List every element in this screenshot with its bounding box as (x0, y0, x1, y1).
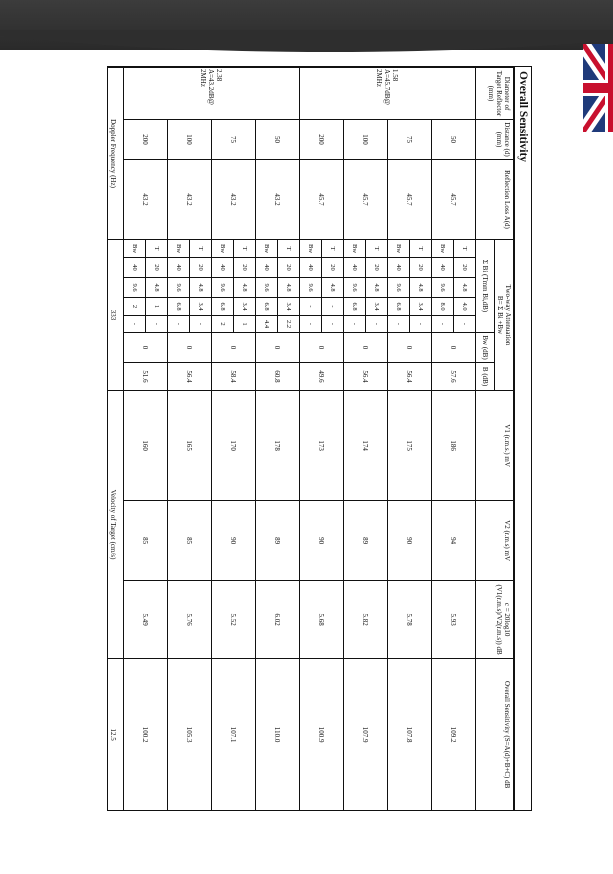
layer-cell: T (190, 240, 212, 258)
v1-cell: 165 (168, 391, 212, 501)
c-cell: 5.49 (124, 581, 168, 659)
layer-cell: Bw (124, 240, 146, 258)
b-cell: 60.8 (256, 363, 300, 391)
v2-cell: 89 (344, 501, 388, 581)
header-c: c = 20log10 (V1(r.m.s)/V2(r.m.s)) dB (476, 581, 514, 659)
c-cell: 5.76 (168, 581, 212, 659)
loss-cell: 45.7 (300, 160, 344, 240)
layer-cell: 9.6 (124, 278, 146, 298)
layer-cell: T (454, 240, 476, 258)
rotated-table-region (108, 67, 531, 810)
header-overall: Overall Sensitivity (S=A(d)+B+C) dB (476, 659, 514, 811)
layer-cell: T (366, 240, 388, 258)
v1-cell: 174 (344, 391, 388, 501)
layer-cell: 6.8 (168, 298, 190, 316)
layer-cell: Bw (432, 240, 454, 258)
layer-cell: 8.0 (432, 298, 454, 316)
loss-cell: 45.7 (344, 160, 388, 240)
loss-cell: 43.2 (124, 160, 168, 240)
v2-cell: 89 (256, 501, 300, 581)
footer-row (107, 68, 124, 811)
page-footer-text (0, 862, 300, 874)
layer-cell: 4.8 (410, 278, 432, 298)
layer-cell: - (454, 316, 476, 333)
loss-cell: 43.2 (256, 160, 300, 240)
layer-cell: - (300, 298, 322, 316)
layer-cell: 4.4 (256, 316, 278, 333)
layer-cell: 40 (300, 258, 322, 278)
distance-cell: 200 (124, 120, 168, 160)
layer-cell: Bw (344, 240, 366, 258)
distance-cell: 100 (168, 120, 212, 160)
table-row (146, 68, 168, 811)
layer-cell: 4.8 (146, 278, 168, 298)
c-cell: 5.52 (212, 581, 256, 659)
v1-cell: 160 (124, 391, 168, 501)
v1-cell: 175 (388, 391, 432, 501)
layer-cell: - (124, 316, 146, 333)
layer-cell: 9.6 (432, 278, 454, 298)
layer-cell: 4.8 (322, 278, 344, 298)
v1-cell: 170 (212, 391, 256, 501)
b-cell: 51.6 (124, 363, 168, 391)
header-row (495, 68, 514, 811)
doppler-value: 333 (107, 240, 124, 391)
page-title: Overall Sensitivity (514, 67, 531, 810)
layer-cell: - (344, 316, 366, 333)
table-row (454, 68, 476, 811)
overall-cell: 107.1 (212, 659, 256, 811)
c-cell: 6.02 (256, 581, 300, 659)
layer-cell: 6.8 (344, 298, 366, 316)
document-page (107, 66, 532, 811)
layer-cell: 40 (344, 258, 366, 278)
header-sum-bi: Σ Bi (Tmm Bi,dB) (476, 240, 495, 333)
b-cell: 56.4 (344, 363, 388, 391)
overall-cell: 107.9 (344, 659, 388, 811)
layer-cell: - (432, 316, 454, 333)
overall-cell: 105.3 (168, 659, 212, 811)
c-cell: 5.78 (388, 581, 432, 659)
layer-cell: 9.6 (256, 278, 278, 298)
layer-cell: 3.4 (366, 298, 388, 316)
c-cell: 5.93 (432, 581, 476, 659)
b-cell: 57.6 (432, 363, 476, 391)
header-b: B (dB) (476, 363, 495, 391)
layer-cell: T (322, 240, 344, 258)
b-cell: 49.6 (300, 363, 344, 391)
layer-cell: 9.6 (388, 278, 410, 298)
layer-cell: Bw (168, 240, 190, 258)
layer-cell: Bw (300, 240, 322, 258)
overall-cell: 109.2 (432, 659, 476, 811)
layer-cell: 9.6 (168, 278, 190, 298)
velocity-label: Velocity of Target (cm/s) (107, 391, 124, 659)
layer-cell: 2 (124, 298, 146, 316)
distance-cell: 200 (300, 120, 344, 160)
layer-cell: 9.6 (300, 278, 322, 298)
distance-cell: 50 (432, 120, 476, 160)
header-v1: V1 (r.m.s.) mV (476, 391, 514, 501)
layer-cell: Bw (256, 240, 278, 258)
layer-cell: - (300, 316, 322, 333)
layer-cell: 4.8 (278, 278, 300, 298)
overall-cell: 107.8 (388, 659, 432, 811)
velocity-value: 12.5 (107, 659, 124, 811)
layer-cell: 2.2 (278, 316, 300, 333)
layer-cell: 9.6 (344, 278, 366, 298)
group-label: 2.38 A=43.2dB@ 2MHz (124, 68, 300, 120)
layer-cell: 40 (388, 258, 410, 278)
distance-cell: 50 (256, 120, 300, 160)
layer-cell: 4.8 (366, 278, 388, 298)
layer-cell: T (146, 240, 168, 258)
layer-cell: 4.0 (454, 298, 476, 316)
v2-cell: 90 (212, 501, 256, 581)
overall-cell: 110.0 (256, 659, 300, 811)
layer-cell: 20 (234, 258, 256, 278)
layer-cell: T (234, 240, 256, 258)
v2-cell: 85 (124, 501, 168, 581)
layer-cell: 9.6 (212, 278, 234, 298)
v1-cell: 186 (432, 391, 476, 501)
layer-cell: 4.8 (454, 278, 476, 298)
layer-cell: 20 (322, 258, 344, 278)
loss-cell: 45.7 (388, 160, 432, 240)
layer-cell: - (322, 316, 344, 333)
layer-cell: 40 (256, 258, 278, 278)
layer-cell: 20 (146, 258, 168, 278)
bw-cell: 0 (388, 333, 432, 363)
v2-cell: 90 (300, 501, 344, 581)
table-row (410, 68, 432, 811)
layer-cell: - (410, 316, 432, 333)
loss-cell: 43.2 (168, 160, 212, 240)
uk-flag-icon (583, 44, 613, 132)
header-v2: V2 (r.m.s) mV (476, 501, 514, 581)
group-label: 1.58 A=45.7dB@ 2MHz (300, 68, 476, 120)
layer-cell: T (278, 240, 300, 258)
distance-cell: 75 (212, 120, 256, 160)
layer-cell: 3.4 (278, 298, 300, 316)
layer-cell: - (322, 298, 344, 316)
distance-cell: 75 (388, 120, 432, 160)
c-cell: 5.82 (344, 581, 388, 659)
layer-cell: 40 (432, 258, 454, 278)
v2-cell: 90 (388, 501, 432, 581)
table-row (366, 68, 388, 811)
b-cell: 58.4 (212, 363, 256, 391)
table-row (190, 68, 212, 811)
layer-cell: 1 (234, 316, 256, 333)
banner-curve (0, 30, 613, 58)
layer-cell: 3.4 (190, 298, 212, 316)
loss-cell: 45.7 (432, 160, 476, 240)
layer-cell: 4.8 (190, 278, 212, 298)
header-attenuation: Two-way Attenuation B= Σ Bi +Bw (495, 240, 514, 391)
table-row (278, 68, 300, 811)
layer-cell: T (410, 240, 432, 258)
overall-cell: 100.2 (124, 659, 168, 811)
bw-cell: 0 (256, 333, 300, 363)
layer-cell: 20 (454, 258, 476, 278)
bw-cell: 0 (432, 333, 476, 363)
layer-cell: 6.8 (256, 298, 278, 316)
header-distance: Distance (d) (mm) (476, 120, 514, 160)
layer-cell: - (190, 316, 212, 333)
table-row (322, 68, 344, 811)
layer-cell: 20 (410, 258, 432, 278)
layer-cell: Bw (388, 240, 410, 258)
layer-cell: 20 (366, 258, 388, 278)
layer-cell: 4.8 (234, 278, 256, 298)
bw-cell: 0 (124, 333, 168, 363)
layer-cell: 40 (124, 258, 146, 278)
sensitivity-table (107, 67, 514, 811)
b-cell: 56.4 (168, 363, 212, 391)
layer-cell: - (388, 316, 410, 333)
v1-cell: 178 (256, 391, 300, 501)
b-cell: 56.4 (388, 363, 432, 391)
layer-cell: 20 (190, 258, 212, 278)
layer-cell: 6.8 (388, 298, 410, 316)
bw-cell: 0 (212, 333, 256, 363)
layer-cell: - (146, 316, 168, 333)
bw-cell: 0 (344, 333, 388, 363)
bw-cell: 0 (168, 333, 212, 363)
overall-cell: 100.9 (300, 659, 344, 811)
header-diameter: Diameter of Target Reflector (mm) (476, 68, 514, 120)
layer-cell: 3.4 (234, 298, 256, 316)
layer-cell: 40 (212, 258, 234, 278)
layer-cell: 40 (168, 258, 190, 278)
distance-cell: 100 (344, 120, 388, 160)
layer-cell: 1 (146, 298, 168, 316)
layer-cell: 6.8 (212, 298, 234, 316)
v2-cell: 85 (168, 501, 212, 581)
bw-cell: 0 (300, 333, 344, 363)
loss-cell: 43.2 (212, 160, 256, 240)
doppler-label: Doppler Frequency (Hz) (107, 68, 124, 240)
header-bw: Bw (dB) (476, 333, 495, 363)
layer-cell: 20 (278, 258, 300, 278)
v2-cell: 94 (432, 501, 476, 581)
layer-cell: Bw (212, 240, 234, 258)
layer-cell: - (366, 316, 388, 333)
layer-cell: - (168, 316, 190, 333)
c-cell: 5.68 (300, 581, 344, 659)
header-reflection-loss: Reflection Loss A(d) (476, 160, 514, 240)
layer-cell: 2 (212, 316, 234, 333)
table-row (234, 68, 256, 811)
v1-cell: 173 (300, 391, 344, 501)
layer-cell: 3.4 (410, 298, 432, 316)
